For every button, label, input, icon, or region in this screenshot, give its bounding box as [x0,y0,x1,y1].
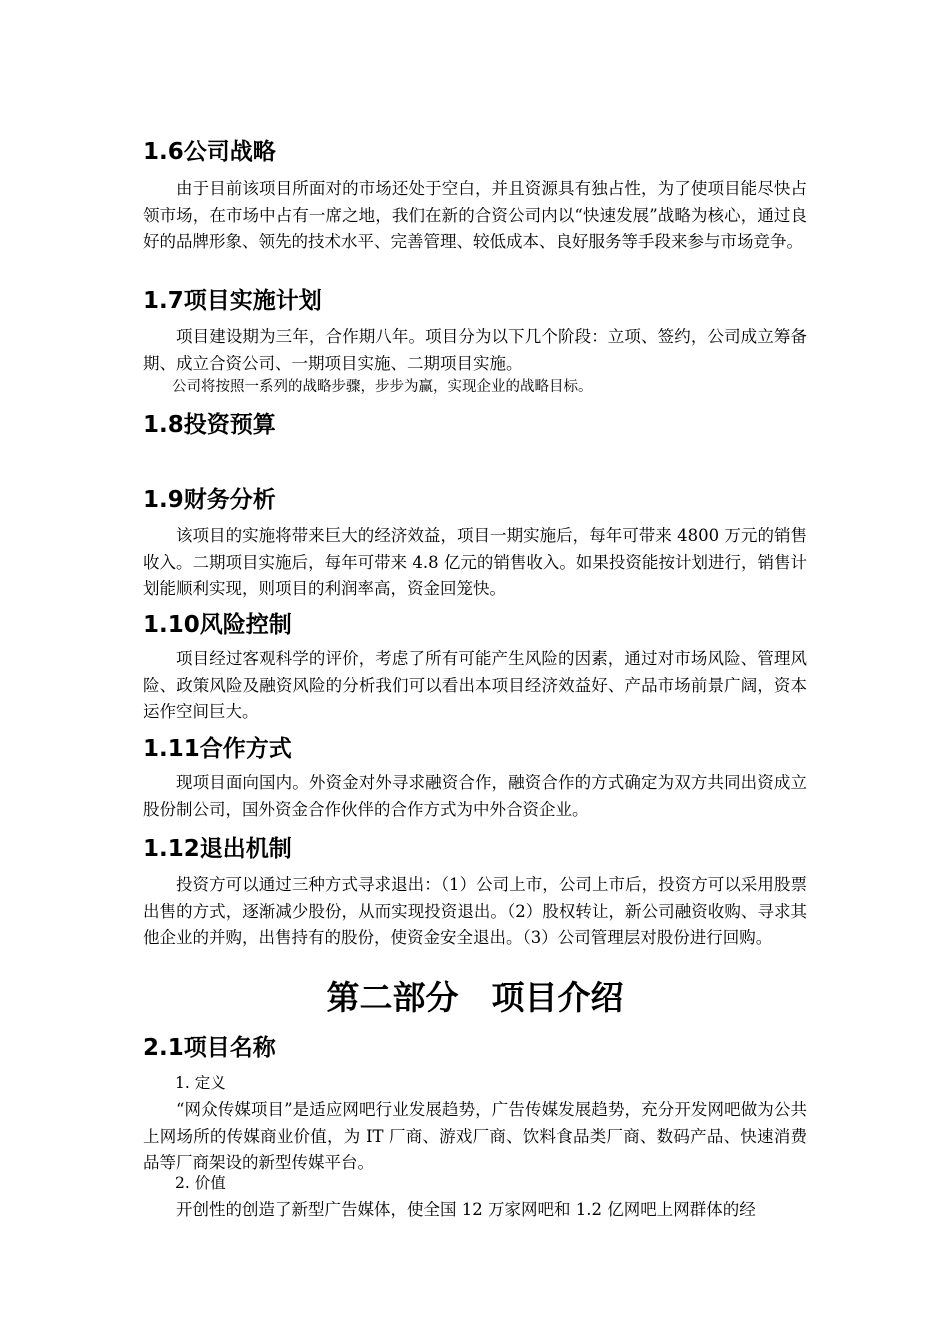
section-heading-1-11: 1.11合作方式 [143,736,292,762]
section-heading-1-7: 1.7项目实施计划 [143,288,322,314]
list-item-body-value: 开创性的创造了新型广告媒体，使全国 12 万家网吧和 1.2 亿网吧上网群体的经 [176,1200,756,1219]
section-body-1-7: 项目建设期为三年，合作期八年。项目分为以下几个阶段：立项、签约，公司成立筹备期、成立合资公司、一期项目实施、二期项目实施。 [143,327,807,373]
section-body-1-11: 现项目面向国内。外资金对外寻求融资合作，融资合作的方式确定为双方共同出资成立股份制公司，国外资金合作伙伴的合作方式为中外合资企业。 [143,773,807,819]
section-heading-1-6: 1.6公司战略 [143,139,276,165]
section-heading-1-8: 1.8投资预算 [143,412,276,438]
list-item-label-value: 2. 价值 [175,1174,226,1192]
section-body-1-10: 项目经过客观科学的评价，考虑了所有可能产生风险的因素，通过对市场风险、管理风险、政策风险及融资风险的分析我们可以看出本项目经济效益好、产品市场前景广阔，资本运作空间巨大。 [143,649,807,721]
section-heading-1-10: 1.10风险控制 [143,612,292,638]
section-body-1-6: 由于目前该项目所面对的市场还处于空白，并且资源具有独占性，为了使项目能尽快占领市场，在市场中占有一席之地，我们在新的合资公司内以“快速发展”战略为核心，通过良好的品牌形象、领先的技术水平、完善管理、较低成本、良好服务等手段来参与市场竞争。 [143,179,807,251]
section-heading-1-12: 1.12退出机制 [143,836,292,862]
section-heading-1-9: 1.9财务分析 [143,487,276,513]
section-heading-2-1: 2.1项目名称 [143,1035,276,1061]
section-body-1-7-note: 公司将按照一系列的战略步骤，步步为赢，实现企业的战略目标。 [172,379,593,395]
list-item-body-definition: “网众传媒项目”是适应网吧行业发展趋势，广告传媒发展趋势，充分开发网吧做为公共上网场所的传媒商业价值，为 IT 厂商、游戏厂商、饮料食品类厂商、数码产品、快速消费品等厂商架设的新型传媒平台。 [143,1100,807,1172]
part-title: 第二部分 项目介绍 [326,978,624,1017]
section-body-1-9: 该项目的实施将带来巨大的经济效益，项目一期实施后，每年可带来 4800 万元的销售收入。二期项目实施后，每年可带来 4.8 亿元的销售收入。如果投资能按计划进行，销售计划能顺利实现，则项目的利润率高，资金回笼快。 [143,526,807,598]
section-body-1-12: 投资方可以通过三种方式寻求退出：（1）公司上市，公司上市后，投资方可以采用股票出售的方式，逐渐减少股份，从而实现投资退出。（2）股权转让，新公司融资收购、寻求其他企业的并购，出售持有的股份，使资金安全退出。（3）公司管理层对股份进行回购。 [143,875,807,947]
list-item-label-definition: 1. 定义 [175,1074,226,1092]
